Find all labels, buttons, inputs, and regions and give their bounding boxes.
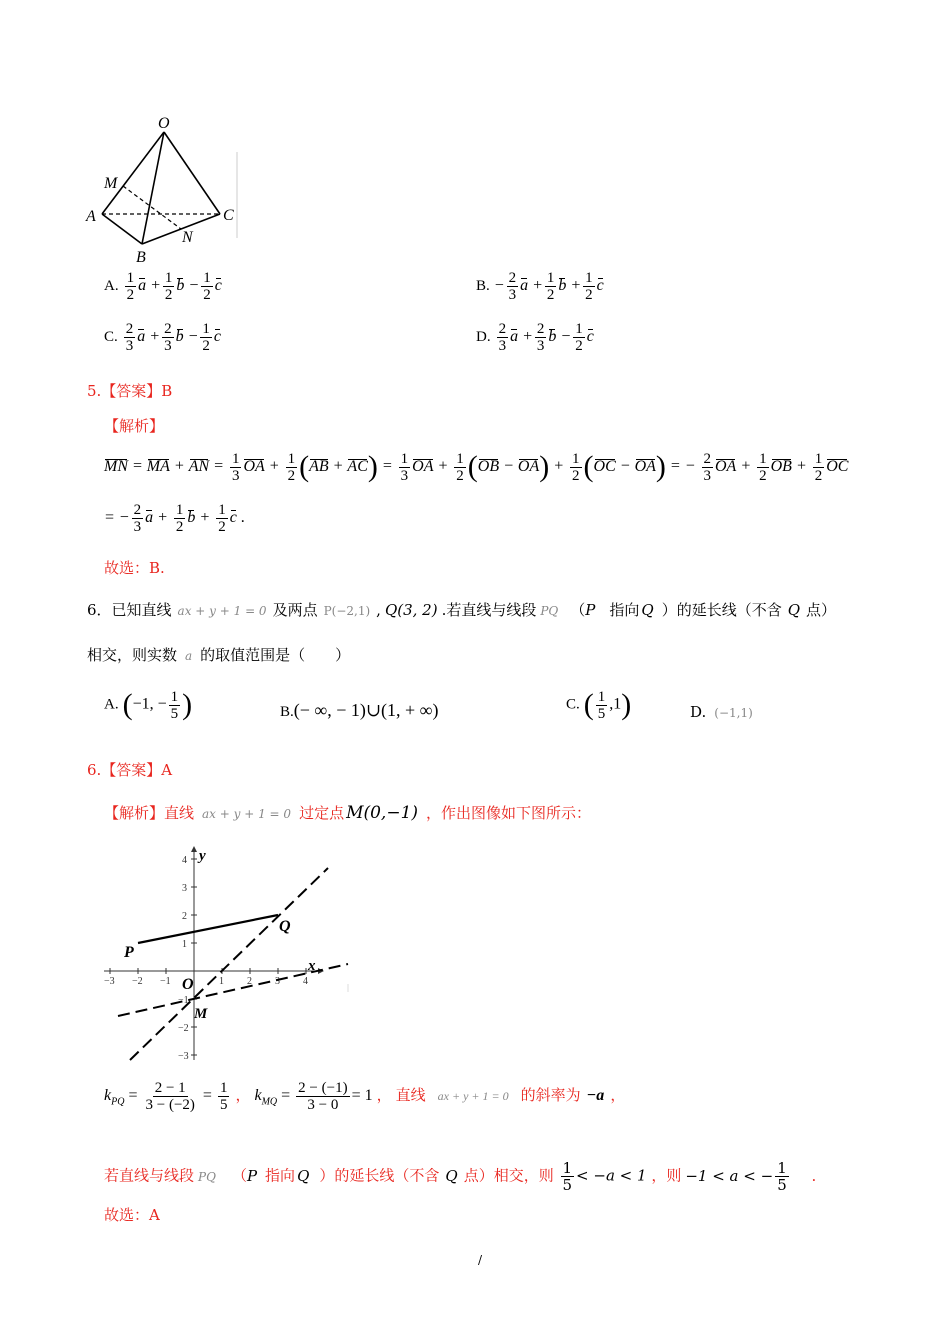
- x-tick-label: 2: [247, 976, 252, 987]
- label-O: O: [182, 976, 194, 993]
- y-tick-label: 2: [182, 911, 187, 922]
- x-tick-label: −1: [160, 976, 171, 987]
- x-tick-label: 4: [303, 976, 308, 987]
- q5-option-d: D. $\frac{2}{3}$ a + $\frac{2}{3}$ b − $\frac{1}{2}$ c: [476, 321, 594, 354]
- y-tick-label: −3: [178, 1051, 189, 1062]
- label-P: P: [124, 944, 134, 961]
- x-tick-label: −2: [132, 976, 143, 987]
- line-MP: [118, 964, 348, 1016]
- label-O: O: [158, 115, 170, 132]
- x-tick-label: 1: [219, 976, 224, 987]
- label-N: N: [182, 229, 193, 246]
- q5-choose: 故选：B.: [104, 559, 165, 577]
- q5-derivation-line2: = − $\frac{2}{3}$ a + $\frac{1}{2}$ b + $\frac{1}{2}$ c .: [104, 502, 245, 535]
- y-tick-label: −1: [178, 995, 189, 1006]
- x-tick-label: −3: [104, 976, 115, 987]
- q5-answer: 5.【答案】B: [87, 382, 173, 400]
- label-M: M: [194, 1006, 208, 1022]
- y-axis-label: y: [199, 848, 206, 864]
- line-MQ: [130, 868, 328, 1060]
- q6-stem-line1: 6．已知直线 ax + y + 1 = 0 及两点 P(−2,1) , Q(3, 2) .若直线与线段 PQ （P 指向 Q ）的延长线（不含 Q 点）: [87, 601, 837, 619]
- q5-option-c: C. $\frac{2}{3}$ a + $\frac{2}{3}$ b − $\frac{1}{2}$ c: [104, 321, 221, 354]
- x-axis-label: x: [308, 958, 316, 974]
- q5-option-b: B. − $\frac{2}{3}$ a + $\frac{1}{2}$ b + $\frac{1}{2}$ c: [476, 270, 604, 303]
- label-C: C: [223, 207, 234, 224]
- q6-answer: 6.【答案】A: [87, 761, 173, 779]
- q5-analysis-label: 【解析】: [104, 417, 165, 435]
- q6-option-a: A. (−1, − $\frac{1}{5}$ ): [104, 688, 193, 722]
- tetrahedron-figure: [80, 110, 260, 270]
- y-tick-label: 1: [182, 939, 187, 950]
- q6-option-b: B.(− ∞, − 1)∪(1, + ∞): [280, 700, 439, 720]
- q5-derivation-line1: MN = MA + AN = $\frac{1}{3}$ OA + $\frac{1}{2}$ (AB + AC) = $\frac{1}{3}$ OA + $\frac{1}{2}$ (OB − OA) + $\frac{1}{2}$ (OC − OA) = − $\frac{2}{3}$ OA + $\frac{1}{2}$ OB + $\frac{1}{2}$ OC: [104, 450, 849, 484]
- q5-option-a: A. $\frac{1}{2}$ a + $\frac{1}{2}$ b − $\frac{1}{2}$ c: [104, 270, 222, 303]
- q6-stem-line2: 相交，则实数 a 的取值范围是（ ）: [87, 646, 351, 664]
- label-M: M: [104, 175, 118, 192]
- q6-choose: 故选：A: [104, 1206, 160, 1224]
- coordinate-graph: [96, 840, 356, 1065]
- label-A: A: [86, 208, 96, 225]
- q6-option-d: D. (−1,1): [690, 703, 753, 721]
- q6-option-c: C. ( $\frac{1}{5}$ ,1): [566, 688, 632, 722]
- q6-slope-line: $k_{PQ}$ = $\frac{2 - 1}{3 - (-2)}$ = $\frac{1}{5}$ ， $k_{MQ}$ = $\frac{2 - (-1)}{3 - 0}$ = 1 ， 直线 ax + y + 1 = 0 的斜率为 −a ，: [104, 1080, 626, 1113]
- y-tick-label: 3: [182, 883, 187, 894]
- label-Q: Q: [279, 918, 291, 935]
- y-tick-label: −2: [178, 1023, 189, 1034]
- x-tick-label: 3: [275, 976, 280, 987]
- page-footer: /: [478, 1253, 483, 1267]
- q6-conclusion-line: 若直线与线段 PQ （P 指向 Q ）的延长线（不含 Q 点）相交，则 $\frac{1}{5}$ < −a < 1 ，则 −1 < a < − $\frac{1}{5}$ .: [104, 1159, 817, 1194]
- label-B: B: [136, 249, 146, 266]
- q6-analysis-line1: 【解析】直线 ax + y + 1 = 0 过定点 M(0,−1) ，作出图像如下图所示：: [104, 803, 592, 823]
- y-tick-label: 4: [182, 855, 187, 866]
- segment-PQ: [138, 915, 278, 943]
